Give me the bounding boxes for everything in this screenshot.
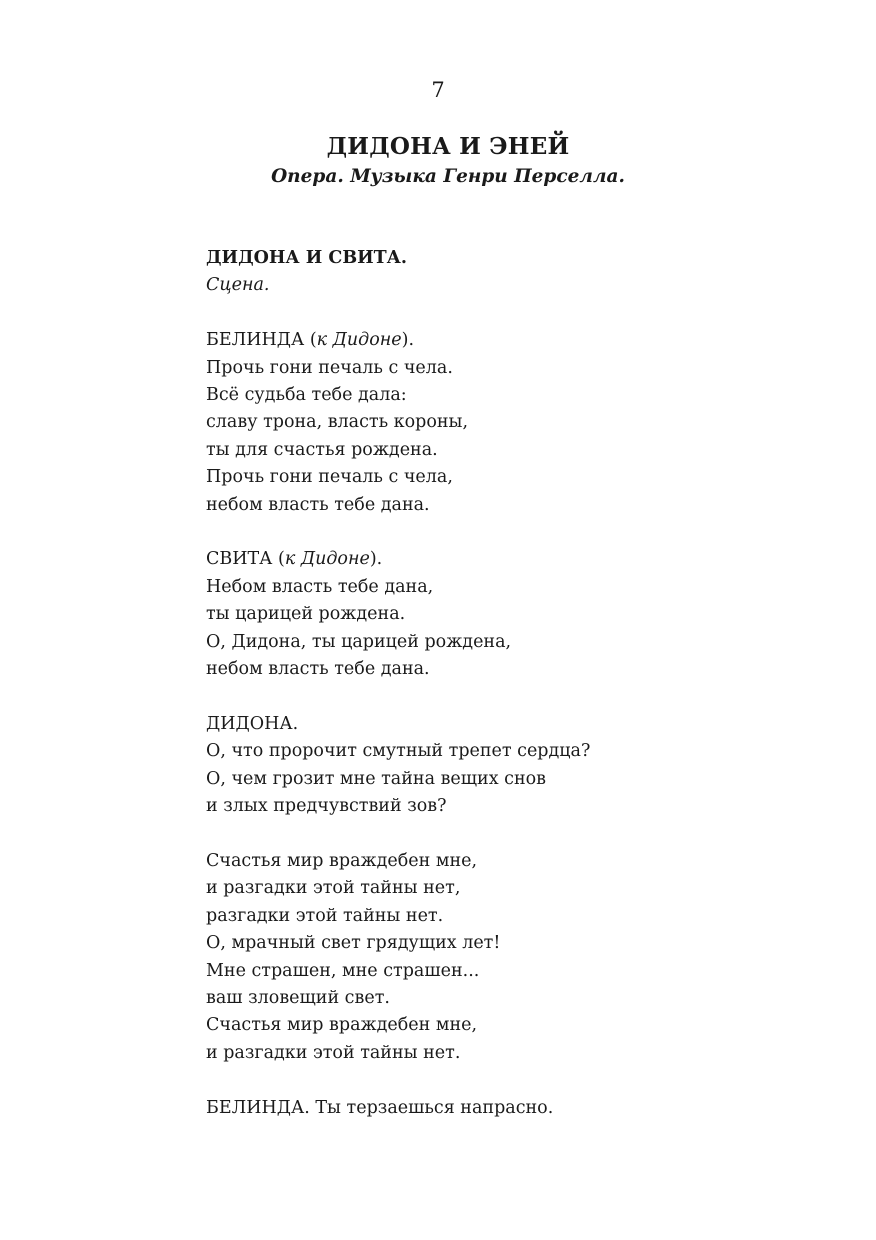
verse-line: Прочь гони печаль с чела, xyxy=(206,467,453,488)
verse-line: Небом власть тебе дана, xyxy=(206,576,434,597)
verse-line: О, чем грозит мне тайна вещих снов xyxy=(206,768,546,789)
stanza-gap xyxy=(206,519,826,546)
verse-line: ты царицей рождена. xyxy=(206,604,406,625)
verse-line: Мне страшен, мне страшен... xyxy=(206,960,480,981)
stanza-gap xyxy=(206,683,826,710)
verse-line: Прочь гони печаль с чела. xyxy=(206,357,453,378)
speaker-line-belinda xyxy=(206,327,826,354)
stanza-gap xyxy=(206,300,826,327)
stage-direction: к Дидоне xyxy=(316,330,402,351)
speaker-line-svita xyxy=(206,546,826,573)
direction-close: ). xyxy=(369,549,383,570)
scene-heading: ДИДОНА И СВИТА. xyxy=(206,248,408,268)
verse-line: Счастья мир враждебен мне, xyxy=(206,1015,478,1036)
verse-line: Всё судьба тебе дала: xyxy=(206,385,407,406)
verse-line: и злых предчувствий зов? xyxy=(206,796,447,817)
verse-line: небом власть тебе дана. xyxy=(206,659,430,680)
page-number: 7 xyxy=(431,78,445,102)
direction-open: ( xyxy=(304,330,317,351)
verse-line: О, что пророчит смутный трепет сердца? xyxy=(206,741,591,762)
verse-line: славу трона, власть короны, xyxy=(206,412,469,433)
stage-direction: к Дидоне xyxy=(284,549,370,570)
verse-line: ваш зловещий свет. xyxy=(206,987,390,1008)
page-title: ДИДОНА И ЭНЕЙ xyxy=(326,133,570,160)
verse-line: Счастья мир враждебен мне, xyxy=(206,850,478,871)
verse-line: ты для счастья рождена. xyxy=(206,439,438,460)
scene-direction: Сцена. xyxy=(206,275,270,296)
speaker-name: БЕЛИНДА xyxy=(206,330,305,351)
stanza-gap xyxy=(206,820,826,847)
libretto-text xyxy=(206,245,826,1122)
stanza-gap xyxy=(206,1067,826,1094)
verse-line: О, Дидона, ты царицей рождена, xyxy=(206,631,512,652)
verse-line: и разгадки этой тайны нет. xyxy=(206,1042,461,1063)
direction-close: ). xyxy=(401,330,415,351)
verse-line: и разгадки этой тайны нет, xyxy=(206,878,461,899)
final-line: БЕЛИНДА. Ты терзаешься напрасно. xyxy=(206,1097,554,1118)
speaker-name: СВИТА xyxy=(206,549,273,570)
verse-line: небом власть тебе дана. xyxy=(206,494,430,515)
page-subtitle: Опера. Музыка Генри Перселла. xyxy=(271,166,625,187)
speaker-name: ДИДОНА. xyxy=(206,713,299,734)
verse-line: О, мрачный свет грядущих лет! xyxy=(206,933,501,954)
direction-open: ( xyxy=(272,549,285,570)
verse-line: разгадки этой тайны нет. xyxy=(206,905,444,926)
